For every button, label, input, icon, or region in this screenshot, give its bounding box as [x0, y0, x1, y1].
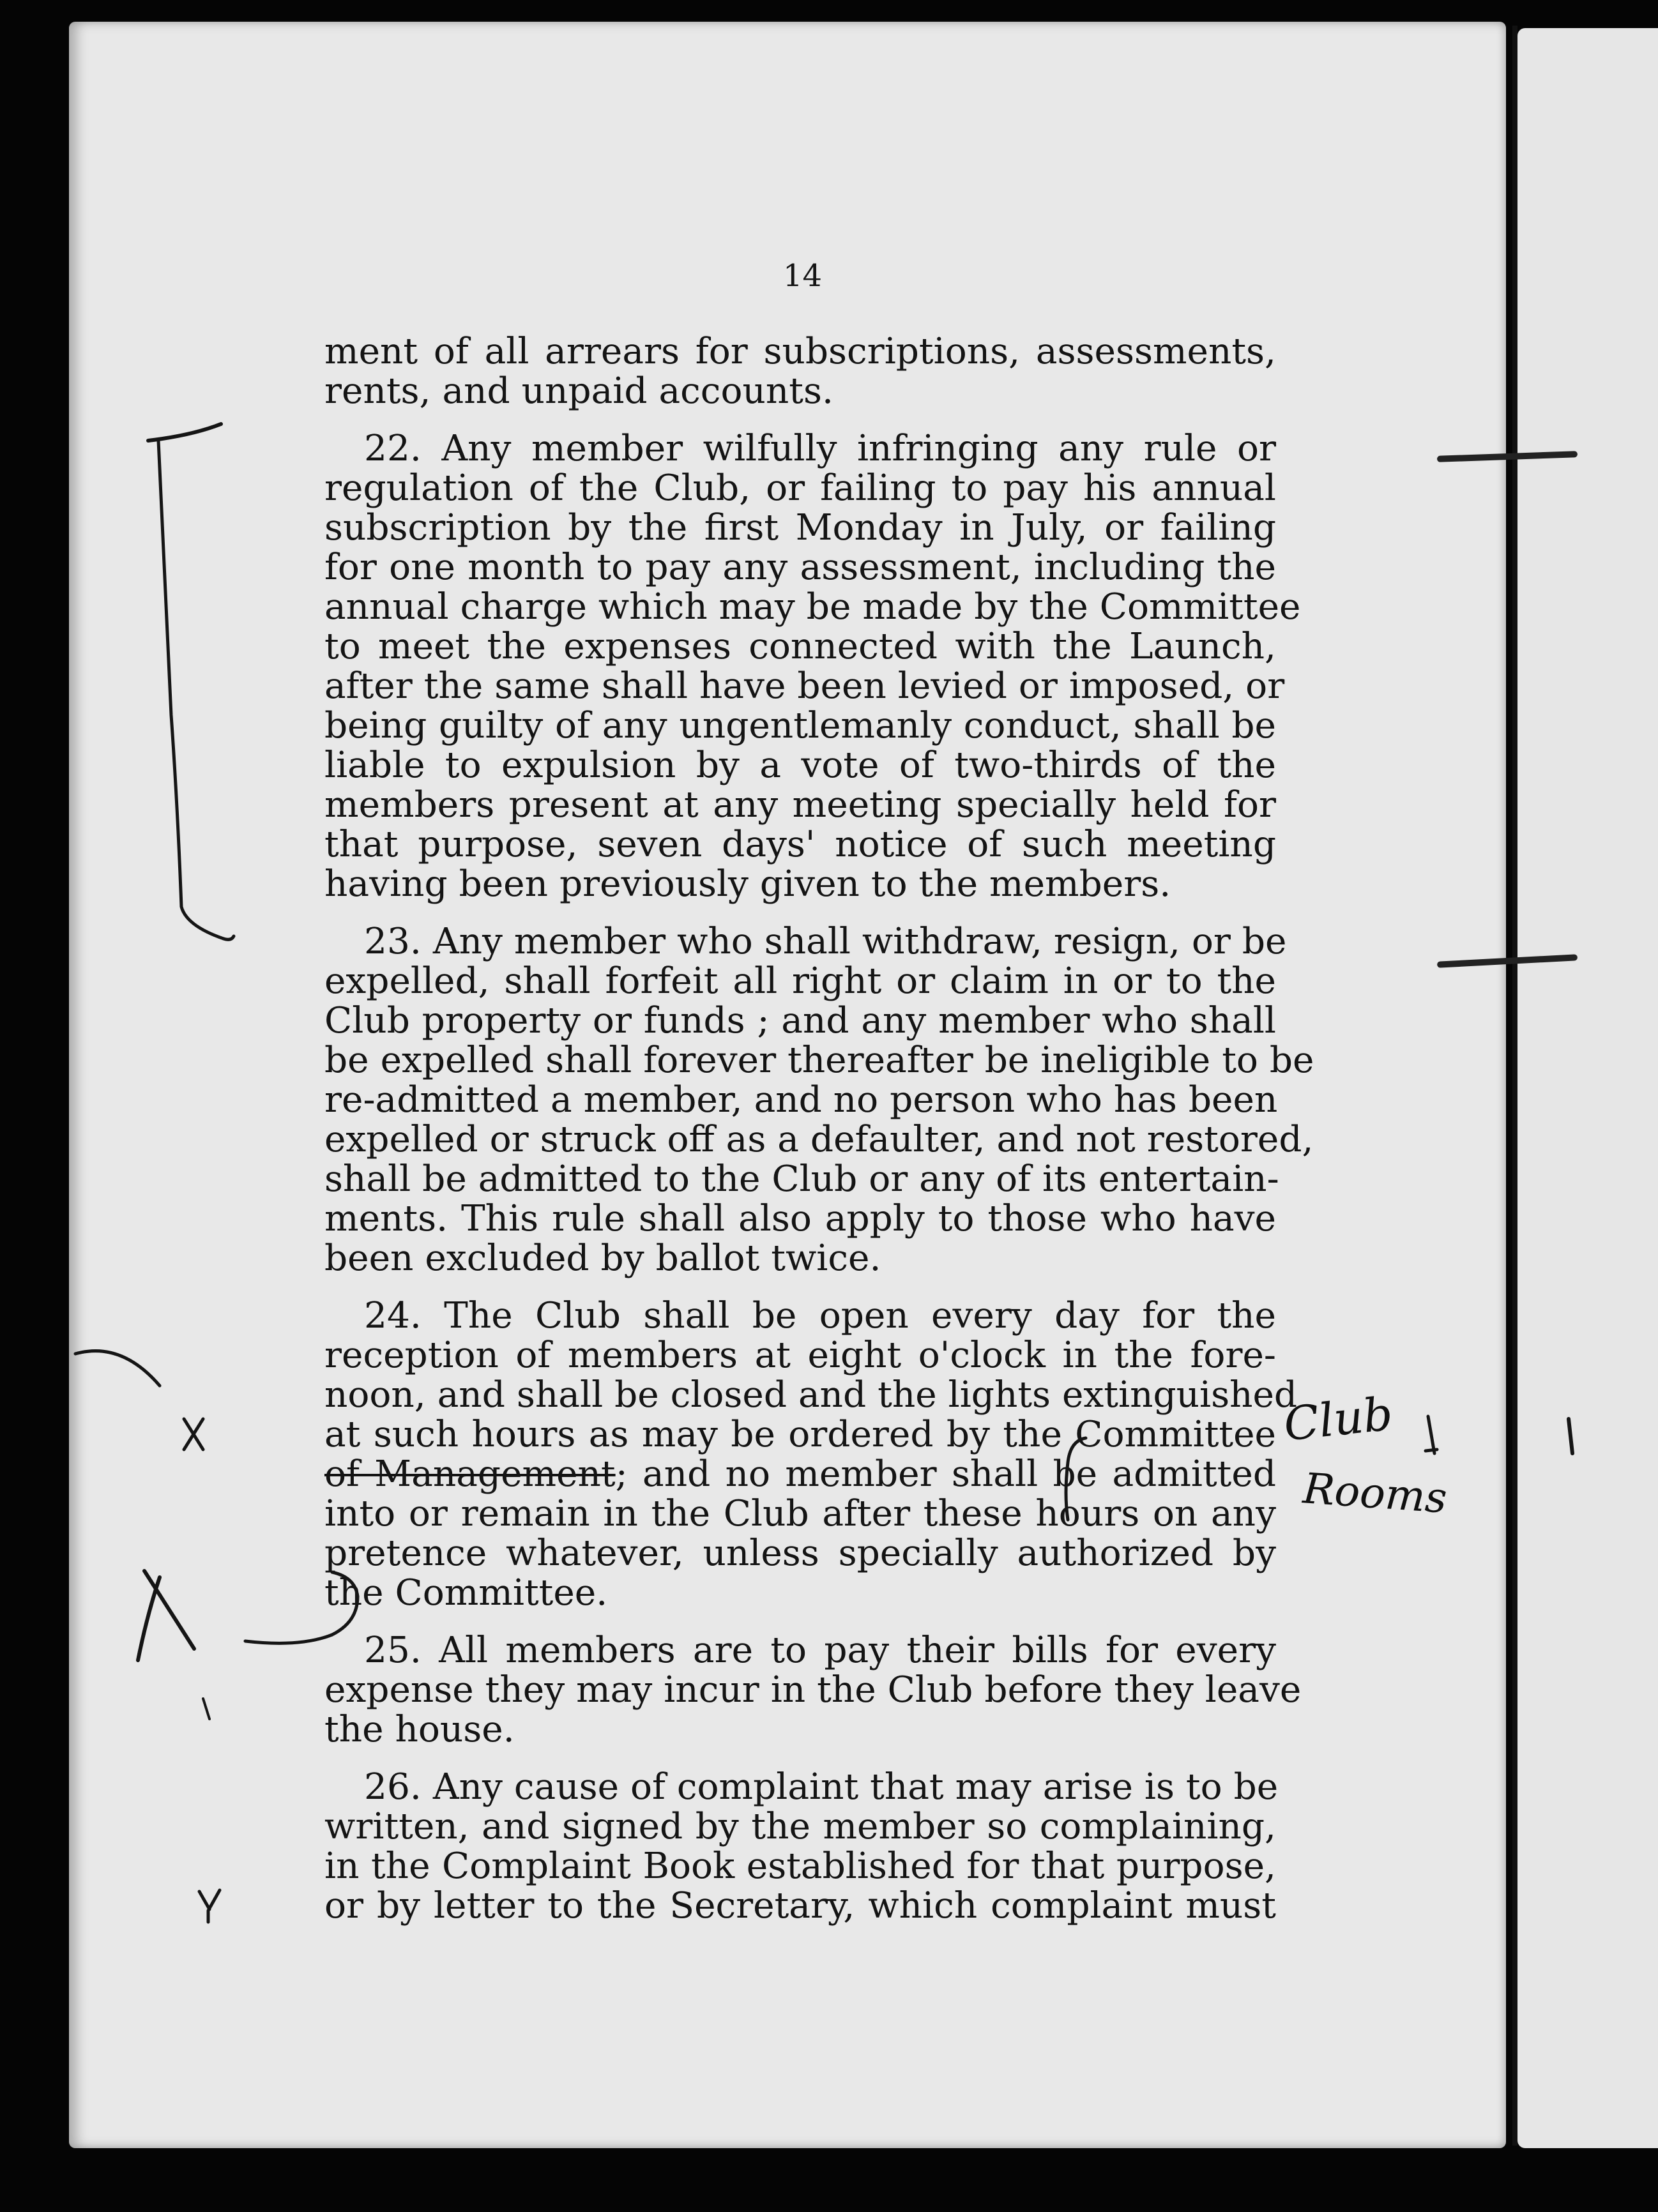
text-line: at such hours as may be ordered by the Committee — [324, 1414, 1276, 1455]
text-line: in the Complaint Book established for that purpose, — [324, 1845, 1276, 1887]
text-line: into or remain in the Club after these hours on any — [324, 1493, 1276, 1534]
text-line: subscription by the first Monday in July, or failing — [324, 507, 1276, 549]
text-line: being guilty of any ungentlemanly conduct, shall be — [324, 705, 1276, 746]
text-line: ment of all arrears for subscriptions, assessments, — [324, 331, 1276, 372]
text-line: be expelled shall forever thereafter be ineligible to be — [324, 1040, 1314, 1081]
paragraph-rule-24 — [324, 1295, 1298, 1614]
text-line: or by letter to the Secretary, which complaint must — [324, 1885, 1276, 1927]
paragraph-rule-22 — [324, 428, 1301, 905]
text-line: annual charge which may be made by the Committee — [324, 586, 1301, 628]
text-line: members present at any meeting specially held for — [324, 784, 1276, 826]
text-line: rents, and unpaid accounts. — [324, 370, 833, 412]
text-line: expelled, shall forfeit all right or claim in or to the — [324, 960, 1276, 1002]
text-line: regulation of the Club, or failing to pay his annual — [324, 467, 1276, 509]
text-line: noon, and shall be closed and the lights extinguished — [324, 1374, 1298, 1416]
text-line: to meet the expenses connected with the Launch, — [324, 626, 1276, 667]
text-line: having been previously given to the members. — [324, 863, 1171, 905]
margin-note-club: Club — [1281, 1386, 1396, 1451]
page-number: 14 — [783, 258, 823, 294]
facing-page-edge — [1517, 28, 1658, 2148]
text-line: 23. Any member who shall withdraw, resign, or be — [364, 921, 1287, 962]
book-spine — [1512, 26, 1517, 2146]
text-line: the house. — [324, 1709, 515, 1750]
text-line-with-strikethrough: of Management; and no member shall be admitted — [324, 1453, 1276, 1495]
text-line: after the same shall have been levied or imposed, or — [324, 665, 1285, 707]
text-line: been excluded by ballot twice. — [324, 1238, 881, 1279]
text-line: for one month to pay any assessment, including the — [324, 547, 1276, 588]
struck-text: of Management — [324, 1453, 616, 1495]
text-line: reception of members at eight o'clock in the fore- — [324, 1335, 1276, 1376]
document-body — [324, 255, 1314, 1927]
text-line: expense they may incur in the Club before they leave — [324, 1669, 1302, 1711]
text-line: pretence whatever, unless specially authorized by — [324, 1533, 1276, 1574]
paragraph-rule-25 — [324, 1630, 1302, 1750]
text-line: 24. The Club shall be open every day for the — [364, 1295, 1276, 1337]
text-line: ments. This rule shall also apply to those who have — [324, 1198, 1276, 1239]
text-line: Club property or funds ; and any member who shall — [324, 1000, 1276, 1042]
text-line: shall be admitted to the Club or any of its entertain- — [324, 1158, 1279, 1200]
paragraph-continuation — [324, 332, 1276, 411]
paragraph-rule-26 — [324, 1766, 1279, 1927]
margin-note-rooms: Rooms — [1301, 1464, 1449, 1523]
text-line: 25. All members are to pay their bills for every — [364, 1630, 1276, 1671]
text-line: the Committee. — [324, 1572, 608, 1614]
text-line: written, and signed by the member so complaining, — [324, 1806, 1276, 1847]
text-line: re-admitted a member, and no person who has been — [324, 1079, 1278, 1121]
text-line: liable to expulsion by a vote of two-thirds of the — [324, 745, 1276, 786]
text-line: expelled or struck off as a defaulter, and not restored, — [324, 1119, 1314, 1160]
text-line: that purpose, seven days' notice of such meeting — [324, 824, 1276, 865]
paragraph-rule-23 — [324, 921, 1314, 1279]
text-line: 26. Any cause of complaint that may arise is to be — [364, 1766, 1279, 1808]
text-line: 22. Any member wilfully infringing any rule or — [364, 428, 1276, 469]
